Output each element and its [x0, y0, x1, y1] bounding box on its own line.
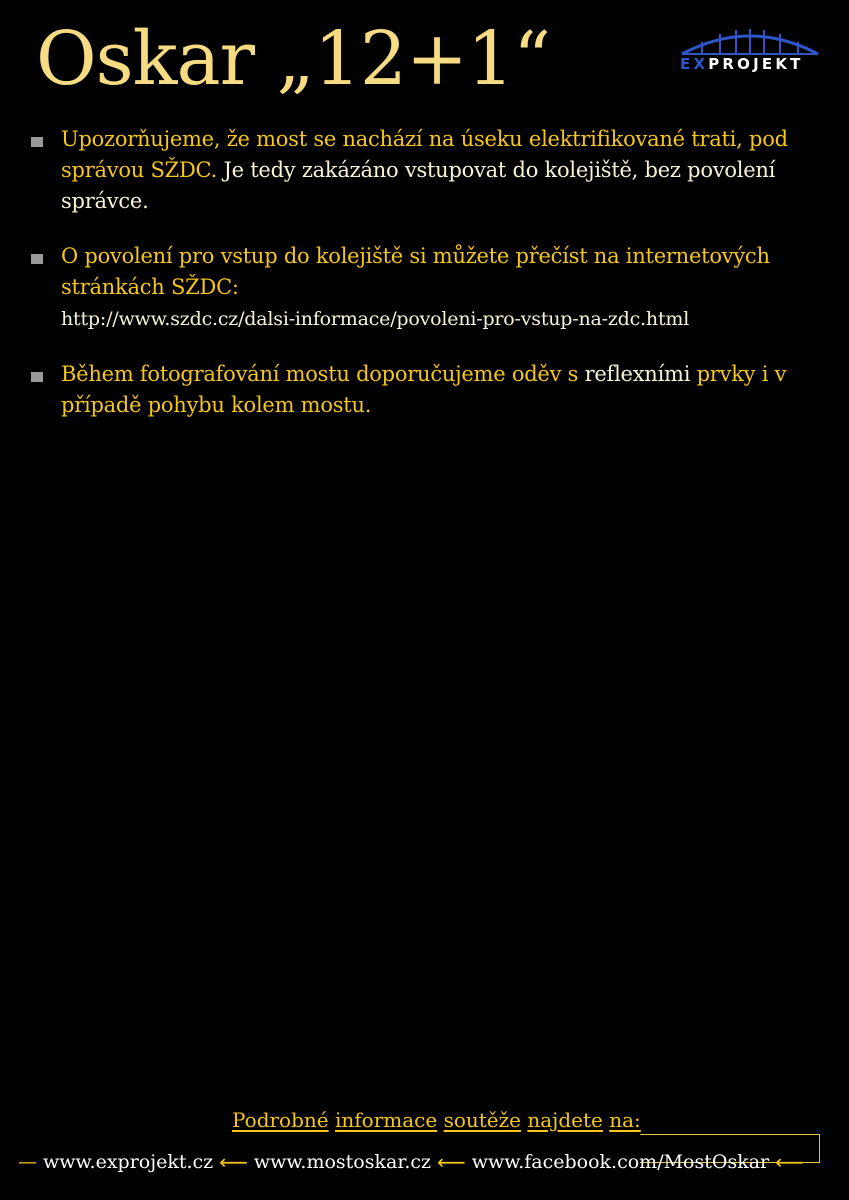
list-item: [28, 241, 818, 335]
footer-heading-word: na:: [609, 1108, 641, 1132]
bullet-square-icon: [31, 137, 43, 147]
footer-heading-word: informace: [334, 1108, 438, 1132]
arrow-left-icon: ⟵: [437, 1150, 466, 1174]
footer-lead-dash: —: [18, 1151, 37, 1173]
logo-projekt: PROJEKT: [708, 55, 804, 73]
bullet-3-text: prvky i v případě pohybu kolem mostu.: [61, 362, 787, 417]
bullet-2-highlight: O povolení pro vstup do kolejiště si můžete přečíst na internetových stránkách SŽDC:: [61, 244, 770, 299]
footer-heading-word: soutěže: [443, 1108, 521, 1132]
footer-link-facebook[interactable]: www.facebook.com/MostOskar: [471, 1151, 770, 1173]
bullet-1-text: Je tedy zakázáno vstupovat do kolejiště, bez povolení správce.: [61, 158, 776, 213]
bridge-arch-icon: [676, 22, 824, 56]
arrow-left-icon: ⟵: [775, 1150, 804, 1174]
bullet-3-emphasis: reflexními: [578, 362, 691, 386]
exprojekt-logo: [676, 22, 824, 78]
list-item: [28, 359, 818, 421]
footer-link-mostoskar[interactable]: www.mostoskar.cz: [253, 1151, 432, 1173]
logo-ex: EX: [680, 55, 709, 73]
szdc-link[interactable]: http://www.szdc.cz/dalsi-informace/povoleni-pro-vstup-na-zdc.html: [61, 308, 690, 330]
footer-heading-word: najdete: [527, 1108, 603, 1132]
list-item: [28, 124, 818, 217]
bullet-3-highlight: Během fotografování mostu doporučujeme oděv s: [61, 362, 579, 386]
bullet-list: [28, 124, 818, 445]
footer-link-exprojekt[interactable]: www.exprojekt.cz: [43, 1151, 214, 1173]
arrow-left-icon: ⟵: [219, 1150, 248, 1174]
footer-heading: [232, 1108, 641, 1132]
footer-links: [18, 1148, 810, 1176]
bullet-square-icon: [31, 372, 43, 382]
bullet-1-highlight: Upozorňujeme, že most se nachází na úseku elektrifikované trati, pod správou SŽDC.: [61, 127, 788, 182]
logo-wordmark: [680, 55, 804, 73]
footer-heading-word: Podrobné: [232, 1108, 329, 1132]
bullet-square-icon: [31, 254, 43, 264]
page-title: Oskar „12+1“: [36, 16, 550, 102]
